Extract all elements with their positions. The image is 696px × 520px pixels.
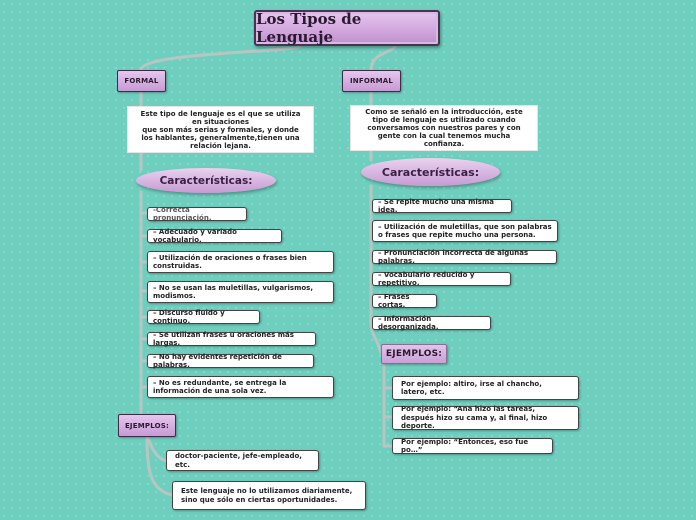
informal-item-3[interactable]: – Pronunciación incorrecta de algunas palabras.	[372, 250, 557, 264]
informal-description: Como se señaló en la introducción, este tipo de lenguaje es utilizado cuando conversamos con nuestros pares y con gente con la cual tenemos mucha confianza.	[350, 105, 538, 151]
formal-item-8[interactable]: – No es redundante, se entrega la información de una sola vez.	[147, 376, 334, 398]
formal-item-1[interactable]: -Correcta pronunciación.	[147, 207, 247, 221]
page-title: Los Tipos de Lenguaje	[254, 10, 440, 46]
informal-example-1[interactable]: Por ejemplo: altiro, irse al chancho, latero, etc.	[392, 376, 579, 400]
formal-item-6[interactable]: – Se utilizan frases u oraciones más largas.	[147, 332, 316, 346]
informal-node[interactable]: INFORMAL	[342, 70, 401, 92]
formal-example-2[interactable]: Este lenguaje no lo utilizamos diariamente, sino que sólo en ciertas oportunidades.	[172, 481, 366, 510]
formal-description	[127, 106, 314, 153]
formal-example-1[interactable]: doctor-paciente, jefe-empleado, etc.	[166, 450, 319, 471]
formal-examples-node[interactable]: EJEMPLOS:	[118, 414, 176, 437]
formal-description-line2: que son más serias y formales, y donde los hablantes, generalmente,tienen una relación lejana.	[141, 125, 300, 150]
formal-item-7[interactable]: – No hay evidentes repetición de palabras.	[147, 354, 314, 368]
formal-description-line1: Este tipo de lenguaje es el que se utiliza en situaciones	[140, 109, 301, 126]
informal-example-3[interactable]: Por ejemplo: “Entonces, eso fue po…”	[392, 438, 553, 454]
formal-item-5[interactable]: – Discurso fluido y continuo.	[147, 310, 260, 324]
informal-item-6[interactable]: – Información desorganizada.	[372, 316, 491, 330]
informal-item-5[interactable]: – Frases cortas.	[372, 294, 437, 308]
informal-examples-node[interactable]: EJEMPLOS:	[381, 344, 447, 364]
informal-item-2[interactable]: – Utilización de muletillas, que son palabras o frases que repite mucho una persona.	[372, 220, 558, 242]
informal-item-4[interactable]: – Vocabulario reducido y repetitivo.	[372, 272, 511, 286]
formal-node[interactable]: FORMAL	[117, 70, 166, 92]
informal-item-1[interactable]: – Se repite mucho una misma idea.	[372, 199, 512, 213]
formal-item-3[interactable]: – Utilización de oraciones o frases bien construidas.	[147, 251, 334, 273]
formal-item-4[interactable]: – No se usan las muletillas, vulgarismos, modismos.	[147, 281, 334, 303]
formal-item-2[interactable]: – Adecuado y variado vocabulario.	[147, 229, 282, 243]
informal-example-2[interactable]: Por ejemplo: “Ana hizo las tareas, después hizo su cama y, al final, hizo deporte.	[392, 406, 579, 430]
formal-characteristics-node[interactable]: Características:	[136, 168, 276, 193]
informal-characteristics-node[interactable]: Características:	[361, 158, 500, 186]
